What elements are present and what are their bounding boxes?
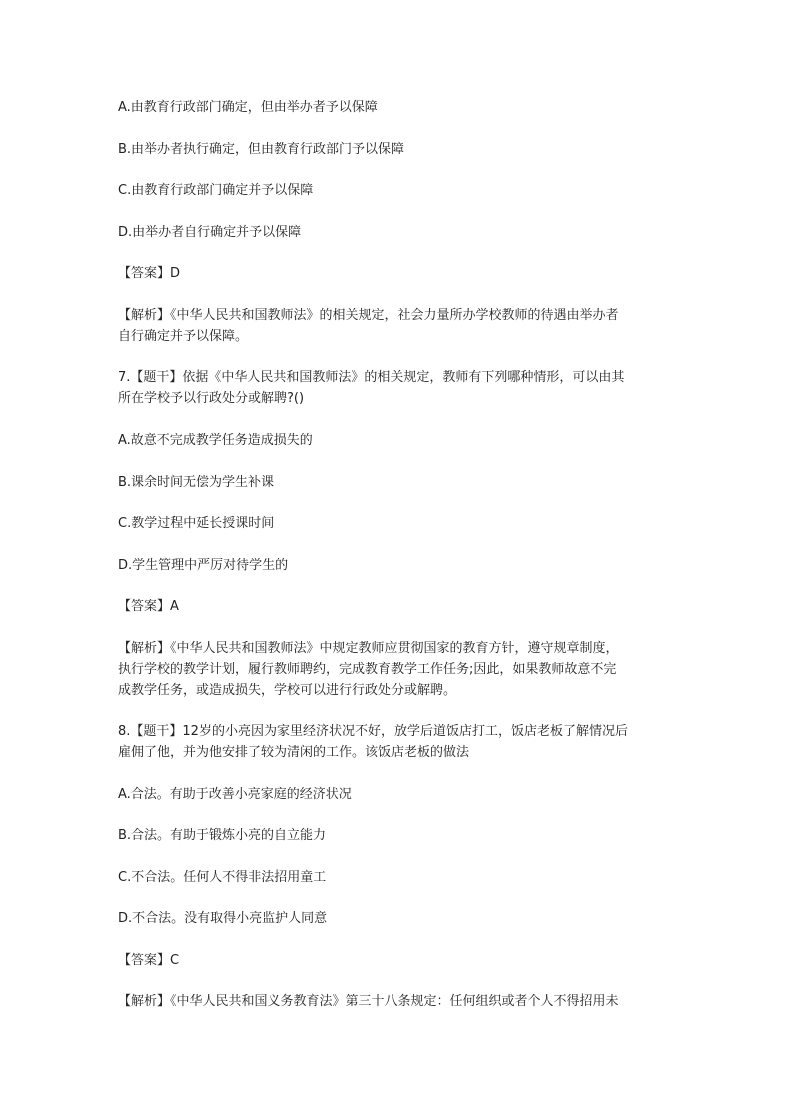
option-d-q7: D.学生管理中严厉对待学生的 xyxy=(118,558,289,573)
option-d-q6: D.由举办者自行确定并予以保障 xyxy=(118,225,302,240)
analysis-q7-line3: 成教学任务，或造成损失，学校可以进行行政处分或解聘。 xyxy=(118,683,457,698)
answer-q6: 【答案】D xyxy=(118,266,181,281)
option-b-q6: B.由举办者执行确定，但由教育行政部门予以保障 xyxy=(118,142,405,157)
question-8-line1: 8.【题干】12岁的小亮因为家里经济状况不好，放学后道饭店打工，饭店老板了解情况后 xyxy=(118,724,628,739)
analysis-q7-line2: 执行学校的教学计划，履行教师聘约，完成教育教学工作任务;因此，如果教师故意不完 xyxy=(118,662,617,677)
option-b-q8: B.合法。有助于锻炼小亮的自立能力 xyxy=(118,828,327,843)
answer-q8: 【答案】C xyxy=(118,953,180,968)
analysis-q7-line1: 【解析】《中华人民共和国教师法》中规定教师应贯彻国家的教育方针，遵守规章制度， xyxy=(118,641,619,656)
option-c-q8: C.不合法。任何人不得非法招用童工 xyxy=(118,870,327,885)
option-c-q7: C.教学过程中延长授课时间 xyxy=(118,516,275,531)
answer-q7: 【答案】A xyxy=(118,599,179,614)
option-d-q8: D.不合法。没有取得小亮监护人同意 xyxy=(118,911,328,926)
option-a-q7: A.故意不完成教学任务造成损失的 xyxy=(118,433,313,448)
option-a-q6: A.由教育行政部门确定，但由举办者予以保障 xyxy=(118,100,378,115)
option-a-q8: A.合法。有助于改善小亮家庭的经济状况 xyxy=(118,787,352,802)
analysis-q8-line1: 【解析】《中华人民共和国义务教育法》第三十八条规定：任何组织或者个人不得招用未 xyxy=(118,994,619,1009)
option-b-q7: B.课余时间无偿为学生补课 xyxy=(118,475,275,490)
option-c-q6: C.由教育行政部门确定并予以保障 xyxy=(118,183,314,198)
analysis-q6-line2: 自行确定并予以保障。 xyxy=(118,329,249,344)
question-8-line2: 雇佣了他，并为他安排了较为清闲的工作。该饭店老板的做法 xyxy=(118,745,470,760)
question-7-line1: 7.【题干】依据《中华人民共和国教师法》的相关规定，教师有下列哪种情形，可以由其 xyxy=(118,370,625,385)
analysis-q6-line1: 【解析】《中华人民共和国教师法》的相关规定，社会力量所办学校教师的待遇由举办者 xyxy=(118,308,619,323)
question-7-line2: 所在学校予以行政处分或解聘?() xyxy=(118,391,305,406)
